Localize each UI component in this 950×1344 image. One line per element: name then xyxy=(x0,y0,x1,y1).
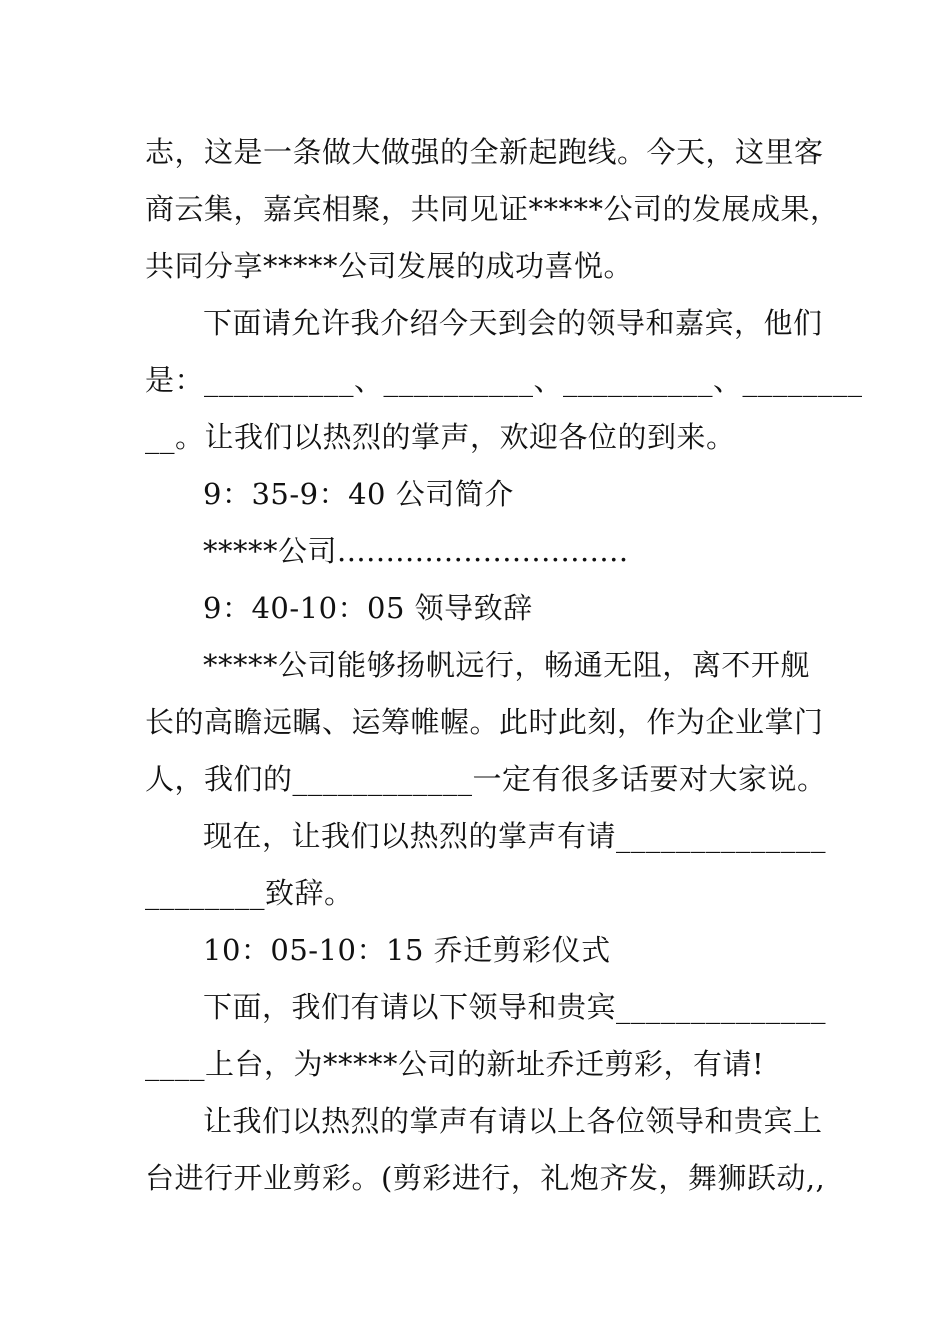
text-line: 是：__________、__________、__________、________ xyxy=(145,363,863,397)
text-line: 共同分享*****公司发展的成功喜悦。 xyxy=(145,249,634,283)
text-line: *****公司.............................. xyxy=(203,534,629,568)
text-line: ____上台，为*****公司的新址乔迁剪彩，有请! xyxy=(145,1047,765,1081)
paragraph-start-line: 下面，我们有请以下领导和贵宾______________ xyxy=(203,990,827,1024)
text-line: __。让我们以热烈的掌声，欢迎各位的到来。 xyxy=(145,420,736,454)
paragraph-start-line: 下面请允许我介绍今天到会的领导和嘉宾，他们 xyxy=(203,306,823,340)
text-line: 台进行开业剪彩。(剪彩进行，礼炮齐发，舞狮跃动,, xyxy=(145,1161,826,1195)
text-line: 长的高瞻远瞩、运筹帷幄。此时此刻，作为企业掌门 xyxy=(145,705,824,739)
text-line: 商云集，嘉宾相聚，共同见证*****公司的发展成果， xyxy=(145,192,840,226)
paragraph-start-line: 现在，让我们以热烈的掌声有请______________ xyxy=(203,819,827,853)
schedule-heading-intro: 9：35-9：40 公司简介 xyxy=(203,477,514,511)
paragraph-start-line: *****公司能够扬帆远行，畅通无阻，离不开舰 xyxy=(203,648,810,682)
document-body xyxy=(145,124,863,1207)
text-line: ________致辞。 xyxy=(145,876,354,910)
text-line: 志，这是一条做大做强的全新起跑线。今天，这里客 xyxy=(145,135,824,169)
schedule-heading-ribbon-cutting: 10：05-10：15 乔迁剪彩仪式 xyxy=(203,933,611,967)
schedule-heading-speech: 9：40-10：05 领导致辞 xyxy=(203,591,533,625)
text-line: 人，我们的____________一定有很多话要对大家说。 xyxy=(145,762,827,796)
paragraph-start-line: 让我们以热烈的掌声有请以上各位领导和贵宾上 xyxy=(203,1104,823,1138)
